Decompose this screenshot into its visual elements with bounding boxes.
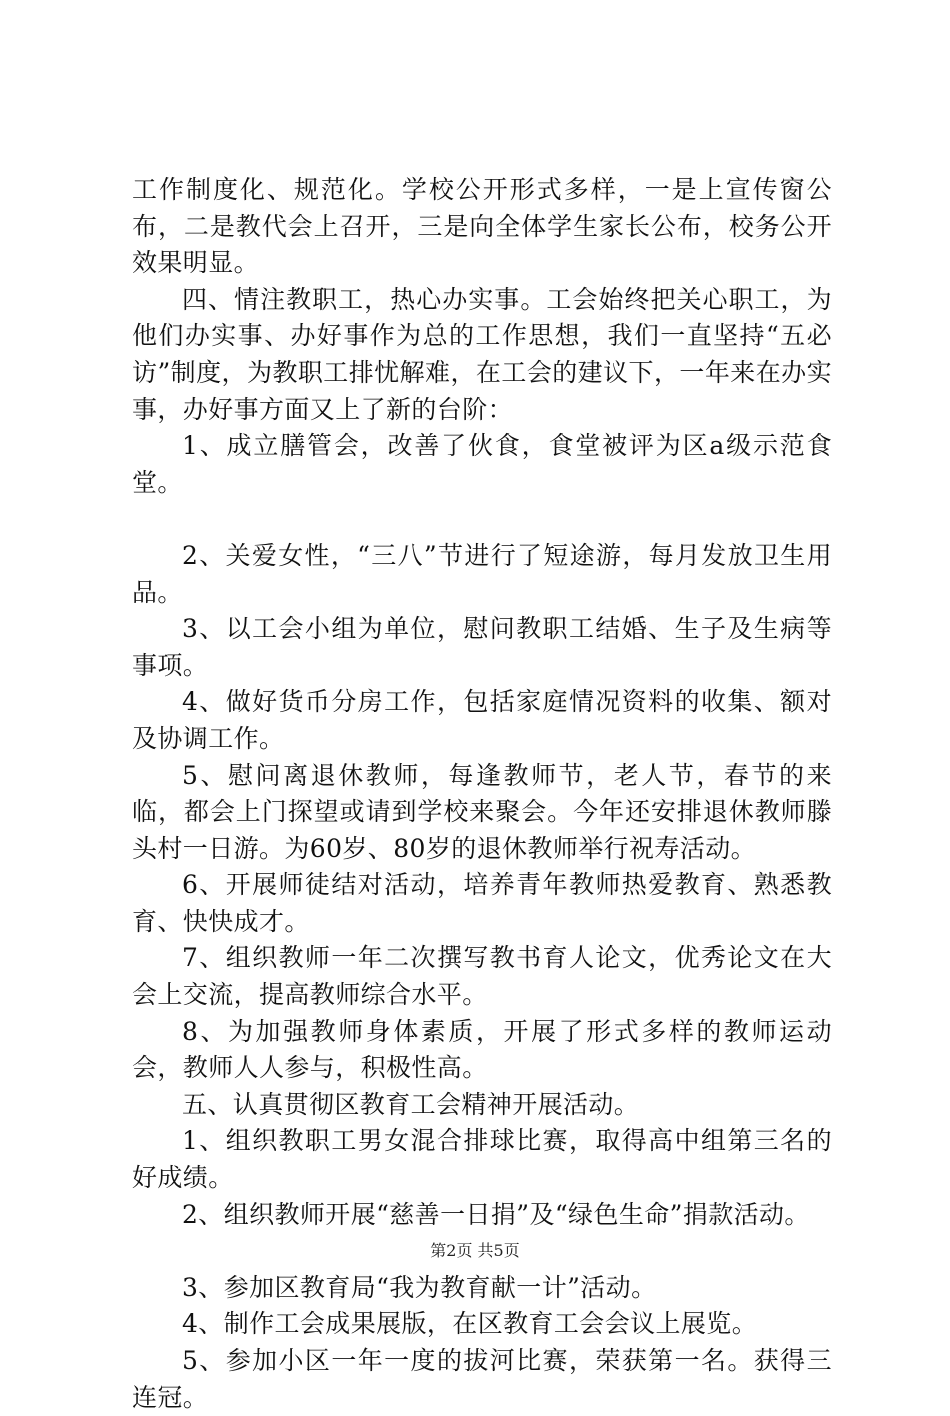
list-item-8: 8、为加强教师身体素质，开展了形式多样的教师运动会，教师人人参与，积极性高。 <box>132 1016 832 1083</box>
list-item-3: 3、以工会小组为单位，慰问教职工结婚、生子及生病等事项。 <box>132 614 832 680</box>
paragraph-gap <box>132 501 832 538</box>
section-five-item-2: 2、组织教师开展“慈善一日捐”及“绿色生命”捐款活动。 <box>182 1199 810 1229</box>
list-item-7: 7、组织教师一年二次撰写教书育人论文，优秀论文在大会上交流，提高教师综合水平。 <box>132 943 832 1010</box>
list-item-5: 5、慰问离退休教师，每逢教师节，老人节，春节的来临，都会上门探望或请到学校来聚会。今年还安排退休教师滕头村一日游。为60岁、80岁的退休教师举行祝寿活动。 <box>132 760 832 863</box>
page-footer: 第2页 共5页 <box>430 1241 520 1260</box>
paragraph-continuation: 工作制度化、规范化。学校公开形式多样，一是上宣传窗公布，二是教代会上召开，三是向全体学生家长公布，校务公开效果明显。 <box>132 175 832 278</box>
section-four-heading-paragraph: 四、情注教职工，热心办实事。工会始终把关心职工，为他们办实事、办好事作为总的工作思想，我们一直坚持“五必访”制度，为教职工排忧解难，在工会的建议下，一年来在办实事，办好事方面又上了新的台阶： <box>132 284 832 424</box>
list-item-4: 4、做好货币分房工作，包括家庭情况资料的收集、额对及协调工作。 <box>132 687 832 753</box>
section-five-item-3: 3、参加区教育局“我为教育献一计”活动。 <box>182 1272 657 1302</box>
list-item-6: 6、开展师徒结对活动，培养青年教师热爱教育、熟悉教育、快快成才。 <box>132 870 832 936</box>
list-item-2: 2、关爱女性，“三八”节进行了短途游，每月发放卫生用品。 <box>132 540 832 607</box>
section-five-heading: 五、认真贯彻区教育工会精神开展活动。 <box>182 1089 640 1119</box>
section-five-item-4: 4、制作工会成果展版，在区教育工会会议上展览。 <box>182 1309 758 1339</box>
list-item-1: 1、成立膳管会，改善了伙食，食堂被评为区a级示范食堂。 <box>132 431 832 497</box>
section-five-item-5: 5、参加小区一年一度的拔河比赛，荣获第一名。获得三连冠。 <box>132 1346 832 1412</box>
section-five-item-1: 1、组织教职工男女混合排球比赛，取得高中组第三名的好成绩。 <box>132 1126 832 1193</box>
document-body <box>132 172 832 1416</box>
